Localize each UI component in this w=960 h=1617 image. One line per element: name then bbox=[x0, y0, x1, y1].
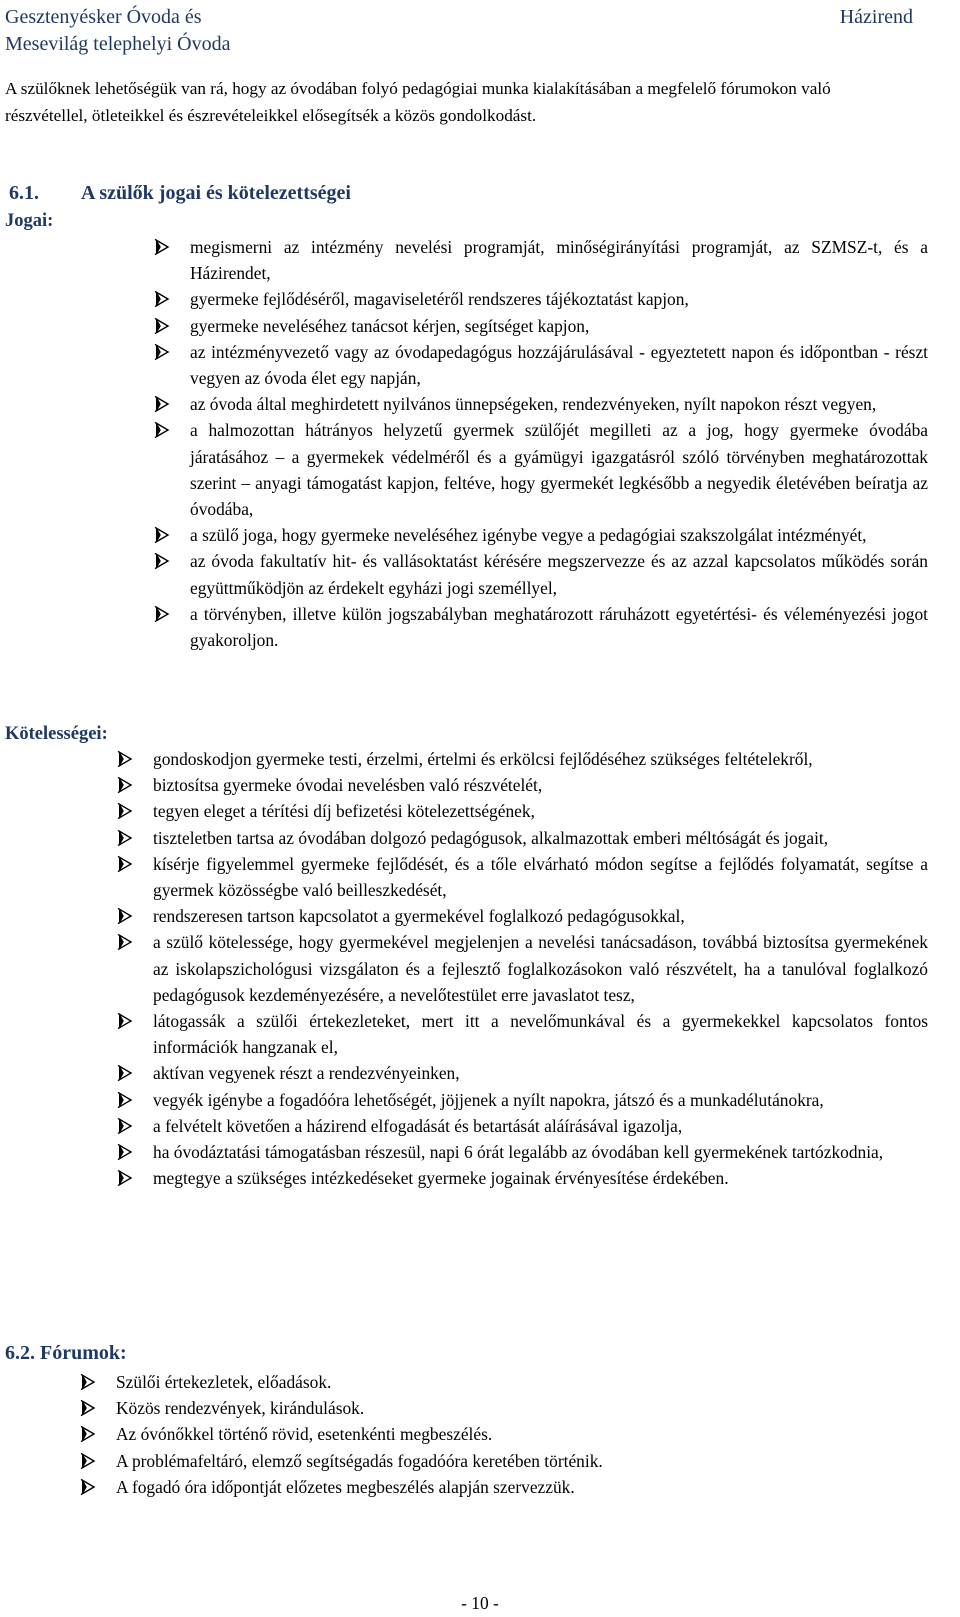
list-item bbox=[190, 313, 928, 339]
rights-list bbox=[190, 234, 928, 653]
arrowhead-bullet-icon bbox=[80, 1374, 96, 1390]
list-item bbox=[190, 548, 928, 600]
forum-list bbox=[116, 1369, 928, 1500]
list-item-text: a halmozottan hátrányos helyzetű gyermek szülőjét megilleti az a jog, hogy gyermeke óvodába járatásához – a gyermekek védelméről és a gyámügyi igazgatásról szóló törvényben meghatározottak szerint – anyagi támogatást kapjon, feltéve, hogy gyermekét legkésőbb a negyedik életévében beíratja az óvodába, bbox=[190, 420, 928, 520]
arrowhead-bullet-icon bbox=[117, 751, 133, 767]
list-item bbox=[116, 1448, 928, 1474]
list-item-text: rendszeresen tartson kapcsolatot a gyermekével foglalkozó pedagógusokkal, bbox=[153, 906, 685, 927]
list-item bbox=[153, 1165, 928, 1191]
arrowhead-bullet-icon bbox=[154, 344, 170, 360]
arrowhead-bullet-icon bbox=[154, 527, 170, 543]
arrowhead-bullet-icon bbox=[80, 1400, 96, 1416]
arrowhead-bullet-icon bbox=[117, 803, 133, 819]
list-item bbox=[116, 1369, 928, 1395]
list-item bbox=[190, 391, 928, 417]
intro-paragraph: A szülőknek lehetőségük van rá, hogy az óvodában folyó pedagógiai munka kialakításában a megfelelő fórumokon való részvétellel, ötleteikkel és észrevételeikkel elősegítsék a közös gondolkodást. bbox=[5, 79, 831, 125]
duties-label: Kötelességei: bbox=[5, 724, 108, 744]
arrowhead-bullet-icon bbox=[117, 1013, 133, 1029]
list-item bbox=[153, 798, 928, 824]
list-item-text: gyermeke neveléséhez tanácsot kérjen, segítséget kapjon, bbox=[190, 315, 590, 336]
list-item-text: a felvételt követően a házirend elfogadását és betartását aláírásával igazolja, bbox=[153, 1115, 683, 1136]
list-item-text: tegyen eleget a térítési díj befizetési kötelezettségének, bbox=[153, 801, 535, 822]
arrowhead-bullet-icon bbox=[117, 1118, 133, 1134]
arrowhead-bullet-icon bbox=[117, 777, 133, 793]
list-item bbox=[190, 339, 928, 391]
list-item bbox=[153, 825, 928, 851]
list-item-text: A problémafeltáró, elemző segítségadás fogadóóra keretében történik. bbox=[116, 1450, 603, 1471]
arrowhead-bullet-icon bbox=[117, 830, 133, 846]
list-item bbox=[153, 851, 928, 903]
duties-list bbox=[153, 746, 928, 1191]
list-item bbox=[190, 522, 928, 548]
section-number: 6.1. bbox=[9, 182, 39, 204]
list-item bbox=[190, 286, 928, 312]
list-item-text: az óvoda fakultatív hit- és vallásoktatást kérésére megszervezze és az azzal kapcsolatos működés során együttműködjön az érdekelt egyházi jogi személlyel, bbox=[190, 551, 928, 598]
list-item bbox=[116, 1421, 928, 1447]
list-item-text: az óvoda által meghirdetett nyilvános ünnepségeken, rendezvényeken, nyílt napokon részt vegyen, bbox=[190, 394, 877, 415]
list-item-text: megismerni az intézmény nevelési programját, minőségirányítási programját, az SZMSZ-t, és a Házirendet, bbox=[190, 237, 928, 284]
list-item bbox=[153, 903, 928, 929]
arrowhead-bullet-icon bbox=[154, 239, 170, 255]
list-item-text: A fogadó óra időpontját előzetes megbeszélés alapján szervezzük. bbox=[116, 1476, 575, 1497]
list-item-text: a törvényben, illetve külön jogszabályban meghatározott ráruházott egyetértési- és véleményezési jogot gyakoroljon. bbox=[190, 603, 928, 651]
arrowhead-bullet-icon bbox=[117, 856, 133, 872]
list-item bbox=[153, 1008, 928, 1060]
list-item-text: a szülő kötelessége, hogy gyermekével megjelenjen a nevelési tanácsadáson, továbbá biztosítsa gyermekének az iskolapszichológusi vizsgálaton és a fejlesztő foglalkozásokon való részvételt, ha a tanulóval foglalkozó pedagógusok kezdeményezésére, a nevelőtestület erre javaslatot tesz, bbox=[153, 932, 928, 1005]
list-item bbox=[153, 1139, 928, 1165]
list-item-text: vegyék igénybe a fogadóóra lehetőségét, jöjjenek a nyílt napokra, játszó és a munkadélutánokra, bbox=[153, 1089, 824, 1110]
list-item-text: az intézményvezető vagy az óvodapedagógus hozzájárulásával - egyeztetett napon és időpontban - részt vegyen az óvoda élet egy napján, bbox=[190, 341, 928, 389]
list-item-text: ha óvodáztatási támogatásban részesül, napi 6 órát legalább az óvodában kell gyermekének tartózkodnia, bbox=[153, 1142, 884, 1163]
arrowhead-bullet-icon bbox=[154, 291, 170, 307]
list-item bbox=[153, 1060, 928, 1086]
arrowhead-bullet-icon bbox=[80, 1479, 96, 1495]
document-title: Házirend bbox=[839, 6, 913, 28]
list-item-text: megtegye a szükséges intézkedéseket gyermeke jogainak érvényesítése érdekében. bbox=[153, 1168, 729, 1189]
list-item bbox=[153, 772, 928, 798]
list-item-text: Az óvónőkkel történő rövid, esetenkénti megbeszélés. bbox=[116, 1424, 493, 1445]
institution-name-line2: Mesevilág telephelyi Óvoda bbox=[5, 33, 231, 55]
arrowhead-bullet-icon bbox=[154, 396, 170, 412]
institution-name bbox=[5, 4, 231, 58]
section-6-2-heading: 6.2. Fórumok: bbox=[5, 1342, 127, 1364]
list-item-text: gyermeke fejlődéséről, magaviseletéről rendszeres tájékoztatást kapjon, bbox=[190, 289, 689, 310]
arrowhead-bullet-icon bbox=[154, 553, 170, 569]
arrowhead-bullet-icon bbox=[117, 1144, 133, 1160]
arrowhead-bullet-icon bbox=[80, 1453, 96, 1469]
section-title: A szülők jogai és kötelezettségei bbox=[81, 182, 351, 204]
list-item bbox=[153, 1087, 928, 1113]
rights-label: Jogai: bbox=[5, 211, 54, 231]
arrowhead-bullet-icon bbox=[154, 422, 170, 438]
arrowhead-bullet-icon bbox=[154, 318, 170, 334]
arrowhead-bullet-icon bbox=[154, 606, 170, 622]
list-item-text: tiszteletben tartsa az óvodában dolgozó pedagógusok, alkalmazottak emberi méltóságát és jogait, bbox=[153, 827, 829, 848]
arrowhead-bullet-icon bbox=[117, 1065, 133, 1081]
list-item-text: gondoskodjon gyermeke testi, érzelmi, értelmi és erkölcsi fejlődéséhez szükséges feltételekről, bbox=[153, 749, 813, 769]
list-item bbox=[116, 1395, 928, 1421]
list-item bbox=[190, 417, 928, 522]
page-number: - 10 - bbox=[461, 1593, 499, 1613]
list-item-text: kísérje figyelemmel gyermeke fejlődését, és a tőle elvárható módon segítse a fejlődés folyamatát, segítse a gyermek közösségbe való beilleszkedését, bbox=[153, 853, 928, 901]
arrowhead-bullet-icon bbox=[80, 1426, 96, 1442]
section-6-1-heading bbox=[9, 180, 351, 207]
list-item bbox=[190, 601, 928, 653]
list-item-text: Közös rendezvények, kirándulások. bbox=[116, 1398, 365, 1419]
list-item bbox=[153, 1113, 928, 1139]
institution-name-line1: Gesztenyésker Óvoda és bbox=[5, 6, 202, 28]
list-item bbox=[153, 746, 928, 772]
list-item-text: a szülő joga, hogy gyermeke neveléséhez igénybe vegye a pedagógiai szakszolgálat intézményét, bbox=[190, 525, 867, 546]
arrowhead-bullet-icon bbox=[117, 908, 133, 924]
list-item-text: Szülői értekezletek, előadások. bbox=[116, 1372, 332, 1392]
list-item bbox=[116, 1474, 928, 1500]
list-item bbox=[190, 234, 928, 286]
arrowhead-bullet-icon bbox=[117, 934, 133, 950]
arrowhead-bullet-icon bbox=[117, 1092, 133, 1108]
list-item-text: aktívan vegyenek részt a rendezvényeinken, bbox=[153, 1063, 460, 1084]
arrowhead-bullet-icon bbox=[117, 1170, 133, 1186]
list-item-text: látogassák a szülői értekezleteket, mert itt a nevelőmunkával és a gyermekekkel kapcsolatos fontos információk hangzanak el, bbox=[153, 1011, 928, 1058]
list-item-text: biztosítsa gyermeke óvodai nevelésben való részvételét, bbox=[153, 775, 543, 796]
list-item bbox=[153, 929, 928, 1008]
